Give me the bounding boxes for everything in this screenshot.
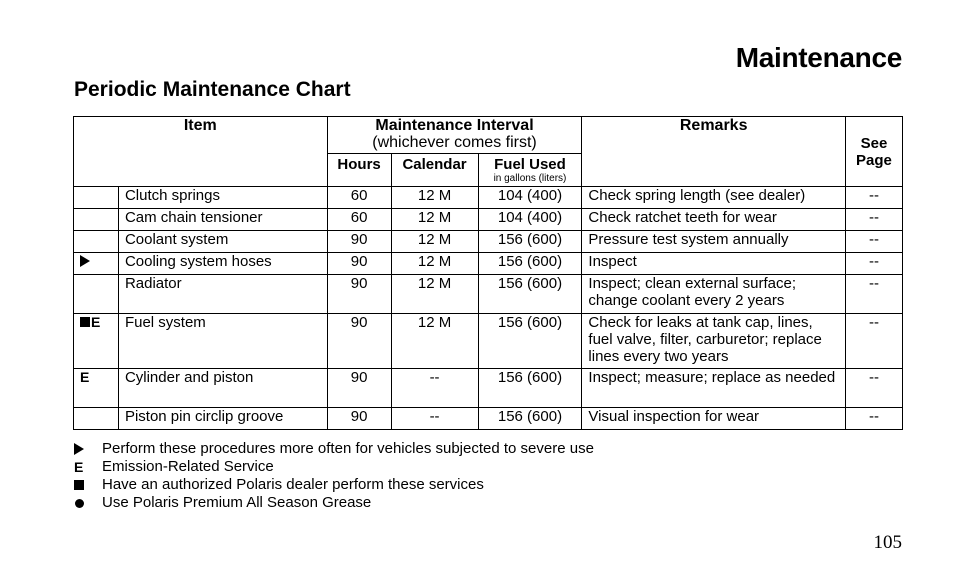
row-fuel-used: 156 (600) [478, 253, 582, 275]
row-calendar: 12 M [391, 253, 478, 275]
legend-grease-text: Use Polaris Premium All Season Grease [102, 494, 372, 511]
emission-symbol: E [74, 459, 84, 475]
severe-use-triangle-icon [74, 443, 84, 455]
row-item: Fuel system [118, 314, 327, 369]
page-number: 105 [873, 532, 902, 553]
row-symbol [74, 209, 119, 231]
emission-symbol: E [91, 314, 101, 330]
row-see-page: -- [845, 231, 902, 253]
header-see-page: See Page [845, 117, 902, 187]
table-row [74, 408, 903, 430]
row-calendar: 12 M [391, 187, 478, 209]
legend-item [74, 440, 594, 458]
header-maintenance-interval: Maintenance Interval (whichever comes first) [327, 117, 582, 154]
row-remarks: Check spring length (see dealer) [582, 187, 846, 209]
row-remarks: Inspect; measure; replace as needed [582, 369, 846, 408]
row-fuel-used: 156 (600) [478, 275, 582, 314]
row-calendar: -- [391, 408, 478, 430]
chart-title: Periodic Maintenance Chart [74, 78, 351, 101]
row-item: Piston pin circlip groove [118, 408, 327, 430]
legend-item [74, 458, 594, 476]
row-calendar: 12 M [391, 314, 478, 369]
row-calendar: 12 M [391, 231, 478, 253]
legend-emission-text: Emission-Related Service [102, 458, 274, 475]
row-see-page: -- [845, 314, 902, 369]
row-symbol [74, 187, 119, 209]
row-item: Cylinder and piston [118, 369, 327, 408]
row-symbol [74, 231, 119, 253]
header-fuel-used: Fuel Used in gallons (liters) [478, 154, 582, 187]
row-symbol [74, 314, 119, 369]
header-hours: Hours [327, 154, 391, 187]
row-see-page: -- [845, 187, 902, 209]
table-row [74, 187, 903, 209]
row-remarks: Inspect; clean external surface; change coolant every 2 years [582, 275, 846, 314]
row-fuel-used: 156 (600) [478, 369, 582, 408]
row-fuel-used: 104 (400) [478, 209, 582, 231]
legend [74, 440, 594, 512]
severe-use-triangle-icon [80, 255, 90, 267]
header-item: Item [74, 117, 328, 187]
table-row [74, 275, 903, 314]
row-fuel-used: 156 (600) [478, 231, 582, 253]
row-hours: 60 [327, 187, 391, 209]
legend-item [74, 476, 594, 494]
row-hours: 90 [327, 314, 391, 369]
row-see-page: -- [845, 369, 902, 408]
row-hours: 90 [327, 231, 391, 253]
legend-item [74, 494, 594, 512]
page-title: Maintenance [735, 42, 902, 73]
row-remarks: Pressure test system annually [582, 231, 846, 253]
row-see-page: -- [845, 275, 902, 314]
maintenance-table [73, 116, 903, 430]
emission-symbol: E [80, 369, 90, 385]
row-see-page: -- [845, 209, 902, 231]
table-row [74, 314, 903, 369]
row-calendar: 12 M [391, 209, 478, 231]
row-calendar: 12 M [391, 275, 478, 314]
row-item: Radiator [118, 275, 327, 314]
header-remarks: Remarks [582, 117, 846, 187]
row-see-page: -- [845, 253, 902, 275]
row-item: Coolant system [118, 231, 327, 253]
legend-dealer-text: Have an authorized Polaris dealer perform these services [102, 476, 484, 493]
row-symbol [74, 253, 119, 275]
table-row [74, 231, 903, 253]
row-fuel-used: 156 (600) [478, 408, 582, 430]
row-symbol [74, 408, 119, 430]
table-row [74, 253, 903, 275]
row-fuel-used: 156 (600) [478, 314, 582, 369]
legend-severe-text: Perform these procedures more often for vehicles subjected to severe use [102, 440, 594, 457]
header-calendar: Calendar [391, 154, 478, 187]
dealer-square-icon [74, 480, 84, 490]
row-symbol [74, 275, 119, 314]
row-hours: 90 [327, 275, 391, 314]
grease-dot-icon [75, 499, 84, 508]
row-calendar: -- [391, 369, 478, 408]
row-see-page: -- [845, 408, 902, 430]
row-hours: 90 [327, 369, 391, 408]
dealer-square-icon [80, 317, 90, 327]
row-symbol [74, 369, 119, 408]
row-hours: 60 [327, 209, 391, 231]
row-remarks: Check ratchet teeth for wear [582, 209, 846, 231]
table-row [74, 369, 903, 408]
table-row [74, 209, 903, 231]
row-hours: 90 [327, 408, 391, 430]
row-remarks: Visual inspection for wear [582, 408, 846, 430]
row-item: Clutch springs [118, 187, 327, 209]
row-hours: 90 [327, 253, 391, 275]
row-remarks: Inspect [582, 253, 846, 275]
row-item: Cooling system hoses [118, 253, 327, 275]
row-remarks: Check for leaks at tank cap, lines, fuel valve, filter, carburetor; replace lines every two years [582, 314, 846, 369]
row-item: Cam chain tensioner [118, 209, 327, 231]
row-fuel-used: 104 (400) [478, 187, 582, 209]
